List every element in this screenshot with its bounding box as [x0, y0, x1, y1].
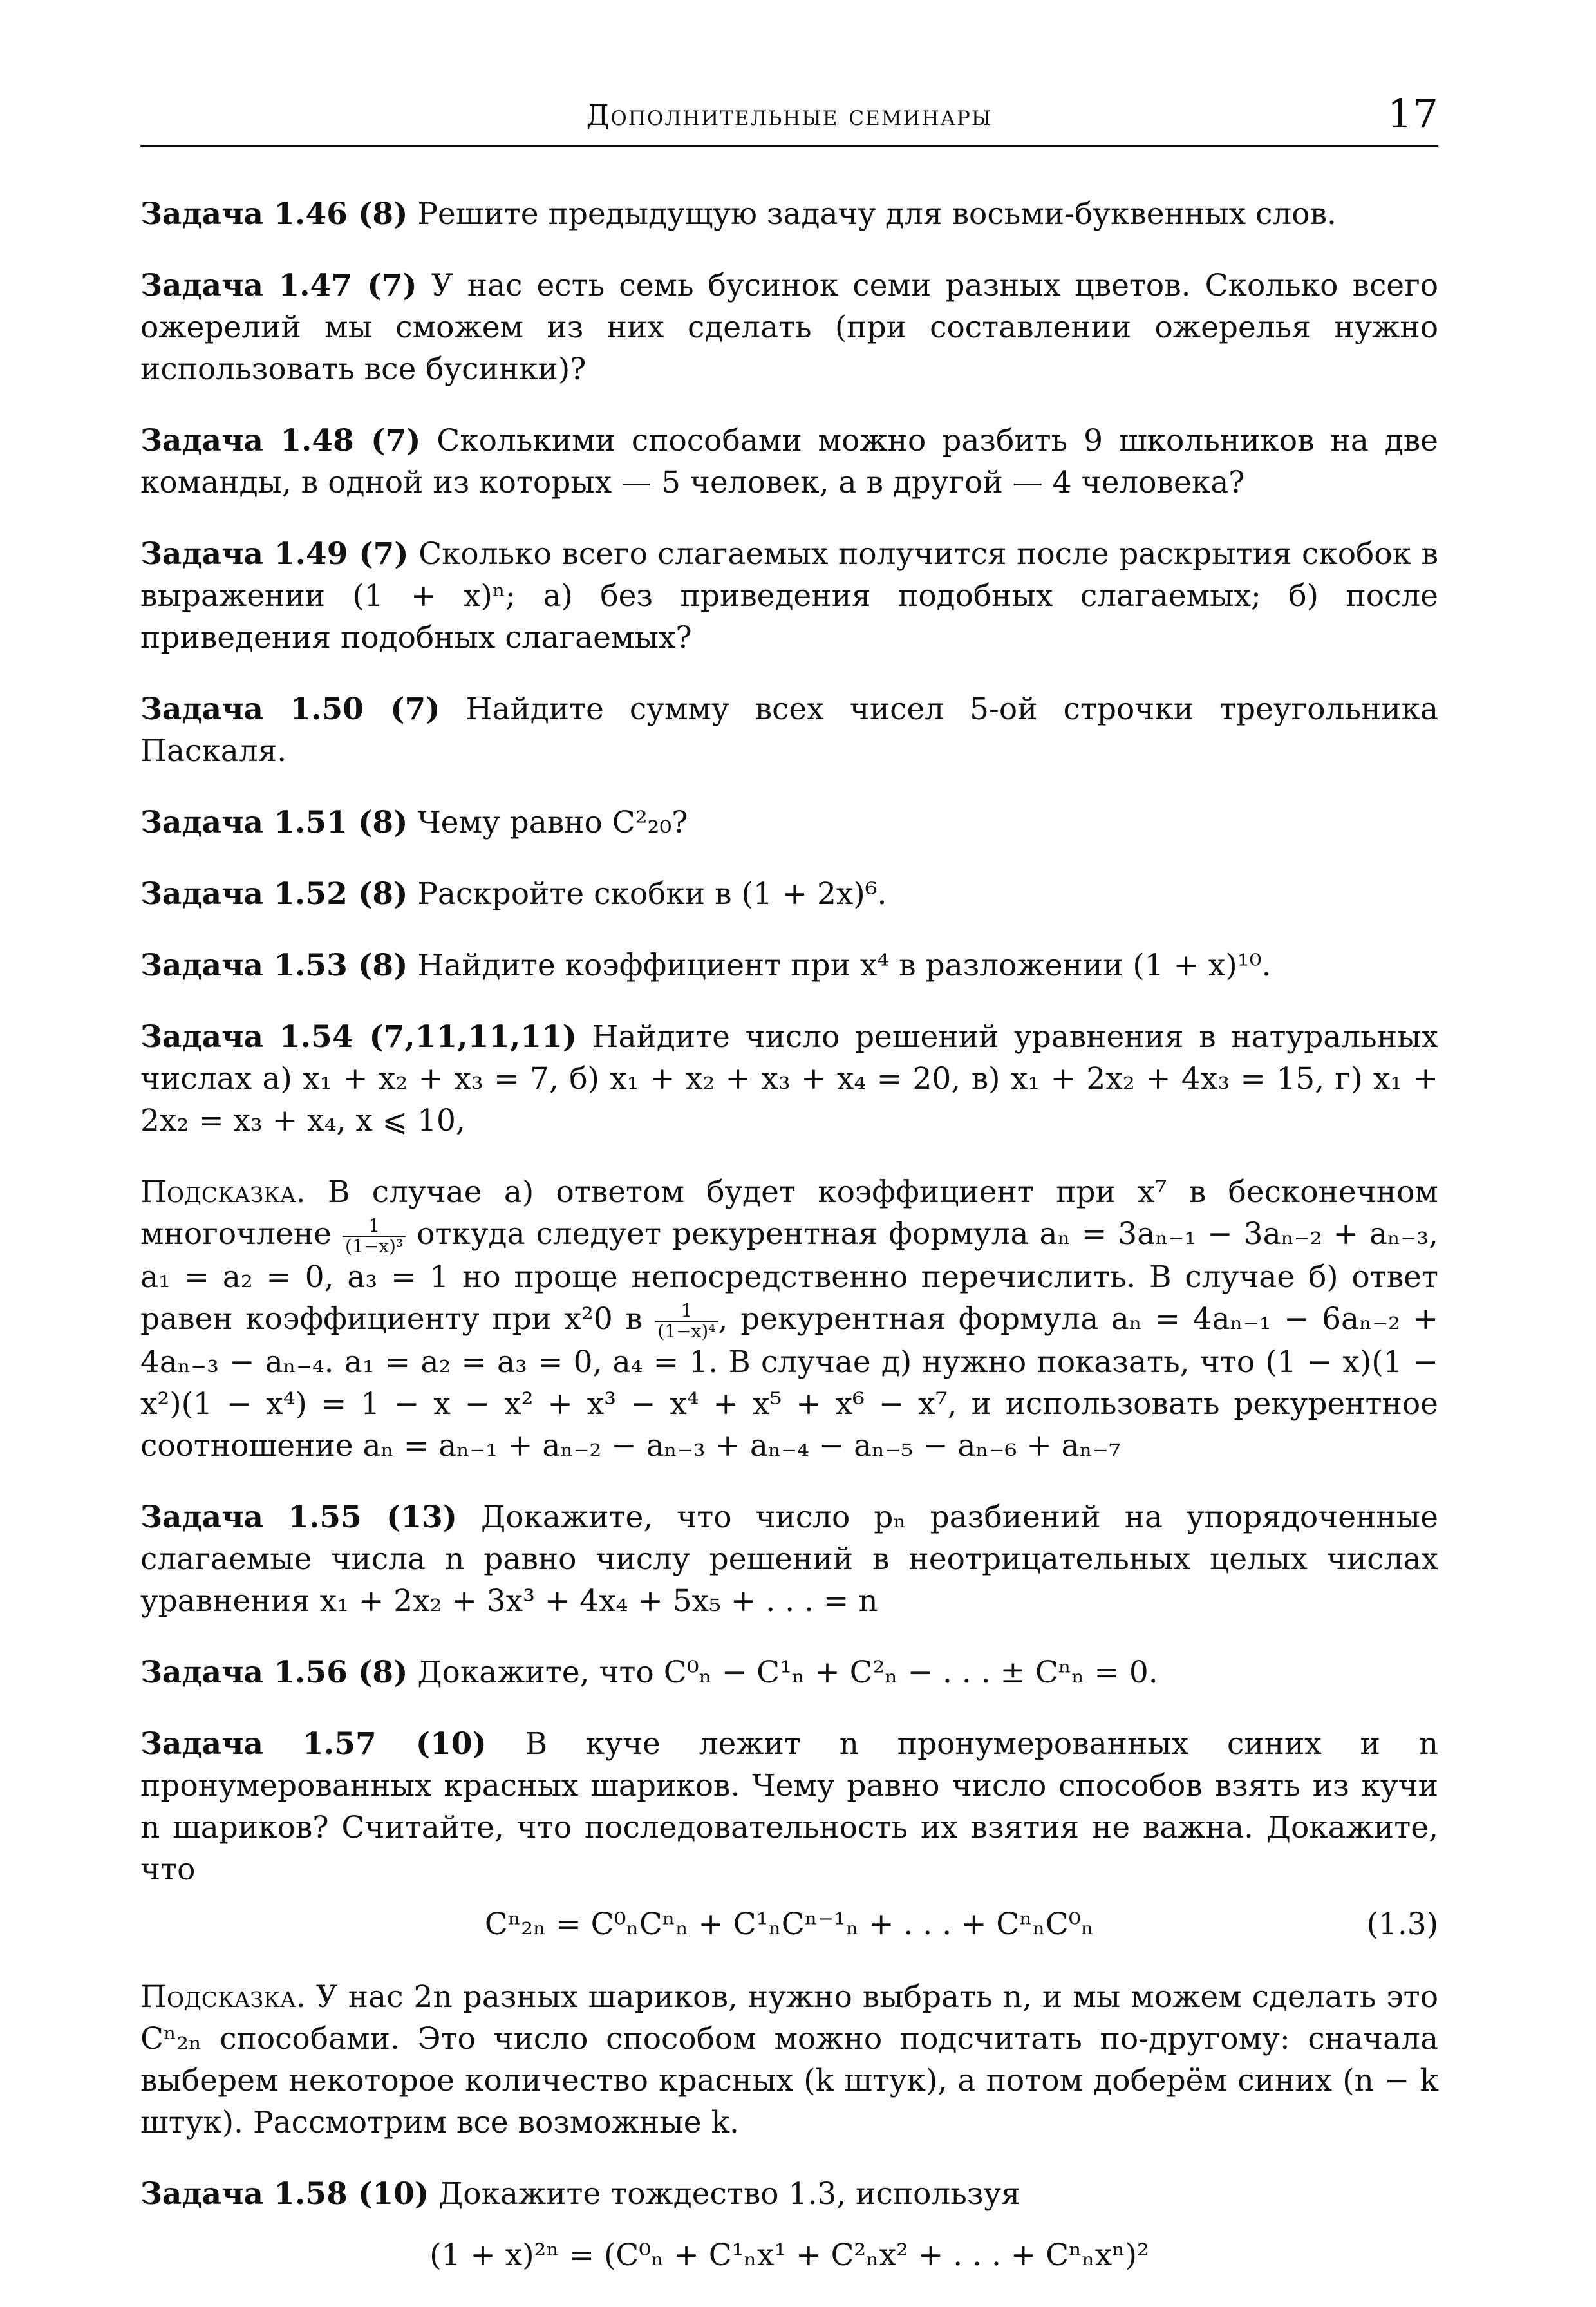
- task-label: Задача 1.56 (8): [140, 1655, 408, 1690]
- hint-text: У нас 2n разных шариков, нужно выбрать n, и мы можем сделать это Cⁿ₂ₙ способами. Это число способом можно подсчитать по-другому: сначала выберем некоторое количество красных (k штук), а потом доберём синих (n − k штук). Рассмотрим все возможные k.: [140, 1979, 1438, 2140]
- task-label: Задача 1.46 (8): [140, 196, 408, 232]
- task-text: Чему равно C²₂₀?: [417, 805, 688, 840]
- equation-number: (1.3): [1366, 1907, 1438, 1942]
- task-text: Докажите, что C⁰ₙ − C¹ₙ + C²ₙ − . . . ± Cⁿₙ = 0.: [417, 1655, 1158, 1690]
- fraction-numerator: 1: [343, 1216, 406, 1237]
- equation-1-58: [140, 2234, 1438, 2276]
- task-text: Решите предыдущую задачу для восьми-буквенных слов.: [417, 196, 1337, 232]
- task-label: Задача 1.57 (10): [140, 1726, 487, 1762]
- task-label: Задача 1.58 (10): [140, 2176, 429, 2212]
- task-text: Докажите тождество 1.3, используя: [438, 2176, 1020, 2212]
- running-header: [140, 90, 1438, 147]
- task-1-56: [140, 1652, 1438, 1693]
- task-1-51: [140, 802, 1438, 843]
- task-text: Найдите сумму всех чисел 5-ой строчки треугольника Паскаля.: [140, 692, 1438, 769]
- task-label: Задача 1.47 (7): [140, 268, 417, 303]
- hint-text: , рекурентная формула aₙ = 4aₙ₋₁ − 6aₙ₋₂ + 4aₙ₋₃ − aₙ₋₄. a₁ = a₂ = a₃ = 0, a₄ = 1. В случае д) нужно показать, что (1 − x)(1 − x²)(1 − x⁴) = 1 − x − x² + x³ − x⁴ + x⁵ + x⁶ − x⁷, и использовать рекурентное соотношение aₙ = aₙ₋₁ + aₙ₋₂ − aₙ₋₃ + aₙ₋₄ − aₙ₋₅ − aₙ₋₆ + aₙ₋₇: [140, 1301, 1438, 1464]
- hint-1-57: [140, 1976, 1438, 2143]
- task-label: Задача 1.50 (7): [140, 692, 440, 727]
- task-1-52: [140, 873, 1438, 915]
- task-text: Сколькими способами можно разбить 9 школьников на две команды, в одной из которых — 5 человек, а в другой — 4 человека?: [140, 423, 1438, 500]
- task-1-54: [140, 1016, 1438, 1142]
- task-1-46: [140, 193, 1438, 235]
- equation-1-3: [140, 1903, 1438, 1945]
- task-1-57: [140, 1723, 1438, 1890]
- task-label: Задача 1.55 (13): [140, 1500, 458, 1535]
- task-label: Задача 1.49 (7): [140, 536, 409, 572]
- equation-formula: Cⁿ₂ₙ = C⁰ₙCⁿₙ + C¹ₙCⁿ⁻¹ₙ + . . . + CⁿₙC⁰ₙ: [484, 1907, 1094, 1942]
- hint-label: Подсказка.: [140, 1979, 306, 2015]
- task-1-48: [140, 420, 1438, 504]
- task-1-49: [140, 533, 1438, 659]
- task-label: Задача 1.48 (7): [140, 423, 421, 458]
- task-text: Сколько всего слагаемых получится после раскрытия скобок в выражении (1 + x)ⁿ; а) без приведения подобных слагаемых; б) после приведения подобных слагаемых?: [140, 536, 1438, 655]
- equation-formula: (1 + x)²ⁿ = (C⁰ₙ + C¹ₙx¹ + C²ₙx² + . . . + Cⁿₙxⁿ)²: [429, 2237, 1149, 2273]
- task-label: Задача 1.52 (8): [140, 876, 408, 912]
- task-text: Докажите, что число pₙ разбиений на упорядоченные слагаемые числа n равно числу решений в неотрицательных целых числах уравнения x₁ + 2x₂ + 3x³ + 4x₄ + 5x₅ + . . . = n: [140, 1500, 1438, 1619]
- task-label: Задача 1.53 (8): [140, 948, 408, 983]
- hint-1-54: [140, 1171, 1438, 1467]
- hint-text: В случае а) ответом будет коэффициент при x⁷ в бесконечном многочлене: [140, 1174, 1438, 1252]
- task-1-53: [140, 945, 1438, 986]
- task-text: Найдите коэффициент при x⁴ в разложении (1 + x)¹⁰.: [417, 948, 1272, 983]
- fraction-denominator: (1−x)⁴: [657, 1321, 716, 1342]
- task-text: В куче лежит n пронумерованных синих и n пронумерованных красных шариков. Чему равно число способов взять из кучи n шариков? Считайте, что последовательность их взятия не важна. Докажите, что: [140, 1726, 1438, 1887]
- task-1-47: [140, 265, 1438, 390]
- task-text: Найдите число решений уравнения в натуральных числах а) x₁ + x₂ + x₃ = 7, б) x₁ + x₂ + x₃ + x₄ = 20, в) x₁ + 2x₂ + 4x₃ = 15, г) x₁ + 2x₂ = x₃ + x₄, x ⩽ 10,: [140, 1019, 1438, 1138]
- task-label: Задача 1.51 (8): [140, 805, 408, 840]
- task-1-58: [140, 2173, 1438, 2215]
- hint-label: Подсказка.: [140, 1174, 306, 1210]
- fraction-numerator: 1: [655, 1301, 718, 1322]
- fraction: [343, 1216, 406, 1256]
- task-text: Раскройте скобки в (1 + 2x)⁶.: [417, 876, 887, 912]
- fraction: [655, 1301, 718, 1341]
- task-1-55: [140, 1496, 1438, 1622]
- page-number: 17: [1387, 90, 1438, 137]
- page-body: [140, 193, 1438, 2307]
- task-label: Задача 1.54 (7,11,11,11): [140, 1019, 577, 1055]
- fraction-denominator: (1−x)³: [345, 1236, 404, 1257]
- task-1-50: [140, 688, 1438, 772]
- task-text: У нас есть семь бусинок семи разных цветов. Сколько всего ожерелий мы сможем из них сделать (при составлении ожерелья нужно использовать все бусинки)?: [140, 268, 1439, 387]
- hint-text: откуда следует рекурентная формула aₙ = 3aₙ₋₁ − 3aₙ₋₂ + aₙ₋₃, a₁ = a₂ = 0, a₃ = 1 но проще непосредственно перечислить. В случае б) ответ равен коэффициенту при x²0 в: [140, 1216, 1438, 1337]
- header-title: Дополнительные семинары: [586, 99, 993, 132]
- page: [140, 90, 1439, 2273]
